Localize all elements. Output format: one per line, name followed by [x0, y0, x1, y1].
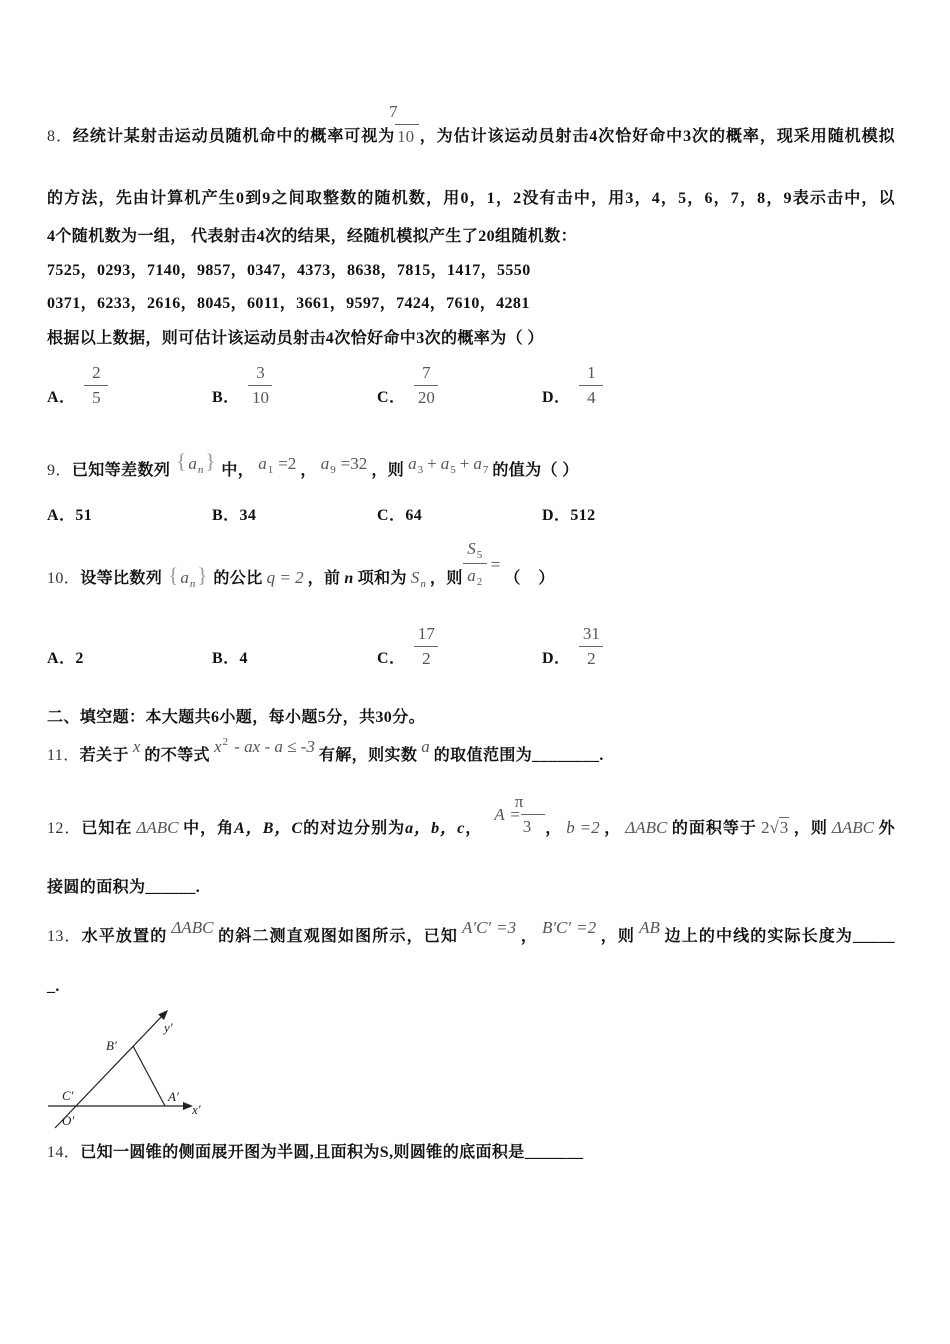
option-fraction	[414, 624, 438, 669]
option-label: D．	[542, 507, 571, 524]
q9-text-3: ，	[300, 462, 317, 479]
q9-text-2: 中，	[221, 462, 255, 479]
q10-options	[47, 624, 707, 669]
q9-equation-a1	[258, 454, 297, 476]
q11-text-3: 有解，则实数	[318, 747, 418, 764]
q13-oblique-projection-figure	[40, 1000, 220, 1135]
q12-number: 12．	[47, 820, 82, 837]
q8-option-a	[47, 363, 212, 408]
q13-ac-length: A′C′ =3	[461, 918, 517, 937]
option-label: A．	[47, 507, 76, 524]
q13-text-4: ，则	[600, 928, 636, 945]
q13-line-1	[47, 918, 896, 947]
q13-side-ab: AB	[639, 918, 660, 937]
q13-line-2: _.	[47, 978, 60, 995]
fraction-bar	[248, 385, 272, 386]
q10-option-b	[212, 649, 377, 669]
q14-number: 14．	[47, 1144, 81, 1161]
q10-n-variable: n	[344, 570, 354, 587]
q12-text-9: 外	[877, 820, 895, 837]
q11-a-variable: a	[421, 737, 430, 756]
option-fraction	[579, 363, 603, 408]
fraction-denominator: 2	[587, 649, 596, 668]
q9-line	[47, 449, 579, 482]
q12-text-5: ，	[544, 820, 563, 837]
q9-option-a	[47, 506, 212, 526]
sequence-subscript: n	[197, 464, 204, 476]
fraction-bar	[463, 563, 487, 564]
q9-option-d	[542, 506, 707, 526]
q10-option-d	[542, 624, 707, 669]
q8-text-1a: 经统计某射击运动员随机命中的概率可视为	[72, 128, 396, 145]
fraction-numerator: 1	[587, 363, 596, 382]
q8-number: 8．	[47, 128, 73, 145]
label-b-prime: B′	[106, 1038, 117, 1053]
q8-option-d	[542, 363, 707, 408]
q9-number: 9．	[47, 462, 72, 479]
inequality-exponent: 2	[222, 736, 229, 748]
sequence-subscript: n	[189, 578, 196, 590]
q10-ratio-fraction	[463, 539, 487, 588]
fraction-bar	[84, 385, 108, 386]
term-variable: a	[473, 454, 482, 473]
q12-text-4: ，	[464, 820, 483, 837]
fraction-bar	[395, 124, 419, 125]
option-label: C．	[377, 650, 406, 667]
q13-text-1: 水平放置的	[81, 928, 168, 945]
q9-text-5: 的值为（ ）	[492, 462, 579, 479]
q11-text-2: 的不等式	[144, 747, 210, 764]
subscript: 9	[330, 464, 336, 476]
q11-line	[47, 736, 604, 767]
right-brace: }	[197, 563, 208, 587]
q12-line-2: 接圆的面积为______.	[47, 879, 201, 896]
option-fraction	[414, 363, 438, 408]
q11-x-variable: x	[132, 737, 141, 756]
q8-random-numbers-row-1: 7525，0293，7140，9857，0347，4373，8638，7815，1417，5550	[47, 262, 531, 279]
q12-text-6: ，	[603, 820, 622, 837]
option-label: D．	[542, 389, 571, 406]
q12-text-3: 的对边分别为	[302, 820, 406, 837]
q10-number: 10．	[47, 570, 81, 587]
q14-line	[47, 1143, 584, 1163]
fraction-numerator	[457, 539, 493, 561]
fraction-denominator: 10	[251, 388, 269, 407]
numerator-subscript: 5	[476, 549, 483, 561]
q11-text-4: 的取值范围为________.	[433, 747, 604, 764]
q8-line-2: 的方法，先由计算机产生0到9之间取整数的随机数，用0，1，2没有击中，用3，4，5，6，7，8，9表示击中，以	[47, 190, 895, 207]
q10-common-ratio: q = 2	[266, 568, 304, 587]
area-radicand: 3	[779, 818, 789, 837]
q13-text-5: 边上的中线的实际长度为_____	[663, 928, 896, 945]
label-o-prime: O′	[62, 1113, 75, 1128]
q12-triangle: ΔABC	[625, 818, 668, 837]
q12-text-7: 的面积等于	[671, 820, 757, 837]
option-value: 2	[75, 650, 84, 667]
q12-text-1: 已知在	[81, 820, 133, 837]
q10-option-a	[47, 649, 212, 669]
option-label: C．	[377, 389, 406, 406]
label-y-prime: y′	[164, 1020, 173, 1035]
option-fraction	[84, 363, 108, 408]
q8-option-c	[377, 363, 542, 408]
q9-options	[47, 506, 707, 526]
q12-angle-fraction	[514, 792, 545, 837]
q9-option-c	[377, 506, 542, 526]
option-label: B．	[212, 507, 240, 524]
fraction-numerator: π	[514, 792, 524, 811]
q8-line-3: 4个随机数为一组， 代表射击4次的结果，经随机模拟产生了20组随机数：	[47, 228, 578, 245]
q10-line	[47, 539, 555, 590]
fraction-bar	[579, 646, 603, 647]
label-x-prime: x′	[192, 1102, 201, 1117]
option-value: 512	[570, 507, 596, 524]
fraction-numerator: 7	[389, 102, 398, 121]
q14-text: 已知一圆锥的侧面展开图为半圆,且面积为S,则圆锥的底面积是_______	[80, 1144, 584, 1161]
fraction-numerator: 7	[422, 363, 431, 382]
q12-sides: a，b，c	[405, 820, 465, 837]
left-brace: {	[168, 563, 179, 587]
equation-rhs: =2	[278, 454, 297, 473]
q10-text-4: 项和为	[357, 570, 407, 587]
variable: a	[258, 454, 267, 473]
fraction-numerator: 17	[417, 624, 435, 643]
option-value: 51	[75, 507, 93, 524]
q10-option-c	[377, 624, 542, 669]
option-label: C．	[377, 507, 406, 524]
right-brace: }	[205, 449, 216, 473]
numerator-variable: S	[467, 539, 476, 558]
option-value: 4	[239, 650, 248, 667]
sequence-variable: a	[180, 568, 189, 587]
q8-line-1	[47, 102, 895, 147]
fraction-numerator: 3	[256, 363, 265, 382]
sqrt-symbol: √	[769, 818, 779, 837]
term-subscript: 7	[482, 464, 489, 476]
section-2-heading: 二、填空题：本大题共6小题，每小题5分，共30分。	[47, 709, 426, 726]
option-label: A．	[47, 650, 76, 667]
fraction-bar	[521, 814, 545, 815]
term-subscript: 3	[417, 464, 424, 476]
q12-angles: A，B，C	[234, 820, 303, 837]
q9-sum-expression	[408, 454, 489, 476]
q8-option-b	[212, 363, 377, 408]
fraction-denominator: 2	[422, 649, 431, 668]
q12-triangle: ΔABC	[831, 818, 874, 837]
q8-options	[47, 363, 707, 408]
option-value: 34	[239, 507, 257, 524]
area-coefficient: 2	[760, 818, 770, 837]
q10-text-2: 的公比	[213, 570, 263, 587]
segment-b-a	[133, 1046, 165, 1106]
option-label: A．	[47, 389, 76, 406]
q13-text-2: 的斜二测直观图如图所示，已知	[217, 928, 458, 945]
subscript: n	[420, 578, 426, 590]
fraction-bar	[579, 385, 603, 386]
q9-sequence	[174, 449, 217, 476]
q9-text-4: ，则	[371, 462, 405, 479]
q11-number: 11．	[47, 747, 80, 764]
option-label: B．	[212, 389, 240, 406]
q8-text-1b: ，为估计该运动员射击4次恰好命中3次的概率，现采用随机模拟	[419, 128, 895, 145]
fraction-numerator: 31	[582, 624, 600, 643]
inequality-rest: - ax - a ≤ -3	[230, 737, 315, 756]
label-a-prime: A′	[168, 1089, 179, 1104]
option-label: D．	[542, 650, 571, 667]
q13-bc-length: B′C′ =2	[541, 918, 597, 937]
q12-side-b-equation: b =2	[566, 818, 600, 837]
term-variable: a	[440, 454, 450, 473]
q12-line-1	[47, 792, 895, 839]
q10-sequence	[166, 563, 209, 590]
fraction-denominator: 10	[397, 127, 415, 146]
subscript: 1	[267, 464, 274, 476]
inequality-base: x	[213, 737, 222, 756]
q12-angle-lhs: A =	[494, 805, 521, 824]
left-brace: {	[176, 449, 187, 473]
sequence-variable: a	[188, 454, 197, 473]
q8-probability-fraction	[389, 102, 419, 147]
fraction-denominator: 20	[417, 388, 435, 407]
y-axis-line	[55, 1014, 164, 1128]
equation-rhs: =32	[340, 454, 368, 473]
q10-partial-sum	[410, 568, 426, 590]
plus-operator: +	[427, 454, 437, 473]
plus-operator: +	[459, 454, 470, 473]
q12-area-value	[761, 818, 789, 837]
q13-triangle: ΔABC	[171, 918, 214, 937]
q10-text-5: ，则	[429, 570, 463, 587]
option-value: 64	[405, 507, 423, 524]
fraction-numerator: 2	[92, 363, 101, 382]
q13-number: 13．	[47, 928, 82, 945]
q12-text-8: ，则	[793, 820, 828, 837]
fraction-denominator: 5	[92, 388, 101, 407]
q10-equals-sign: =	[490, 555, 501, 574]
q8-line-6: 根据以上数据，则可估计该运动员射击4次恰好命中3次的概率为（ ）	[47, 330, 544, 347]
term-variable: a	[408, 454, 417, 473]
label-c-prime: C′	[62, 1088, 74, 1103]
q12-triangle: ΔABC	[136, 818, 179, 837]
q9-equation-a9	[320, 454, 368, 476]
q11-inequality	[214, 737, 315, 756]
fraction-denominator: 3	[522, 817, 532, 836]
q11-text-1: 若关于	[79, 747, 129, 764]
variable: a	[320, 454, 330, 473]
fraction-bar	[414, 646, 438, 647]
denominator-variable: a	[467, 566, 476, 585]
option-label: B．	[212, 650, 240, 667]
q10-answer-parentheses: （ ）	[504, 570, 555, 587]
fraction-denominator: 4	[587, 388, 596, 407]
q13-text-3: ，	[520, 928, 538, 945]
q9-text-1: 已知等差数列	[71, 462, 171, 479]
q10-text-3: ，前	[307, 570, 341, 587]
q8-random-numbers-row-2: 0371，6233，2616，8045，6011，3661，9597，7424，7610，4281	[47, 295, 530, 312]
q12-text-2: 中，角	[182, 820, 235, 837]
variable: S	[410, 568, 420, 587]
q10-text-1: 设等比数列	[80, 570, 163, 587]
option-fraction	[579, 624, 603, 669]
term-subscript: 5	[450, 464, 456, 476]
option-fraction	[248, 363, 272, 408]
denominator-subscript: 2	[476, 576, 483, 588]
fraction-bar	[414, 385, 438, 386]
q9-option-b	[212, 506, 377, 526]
